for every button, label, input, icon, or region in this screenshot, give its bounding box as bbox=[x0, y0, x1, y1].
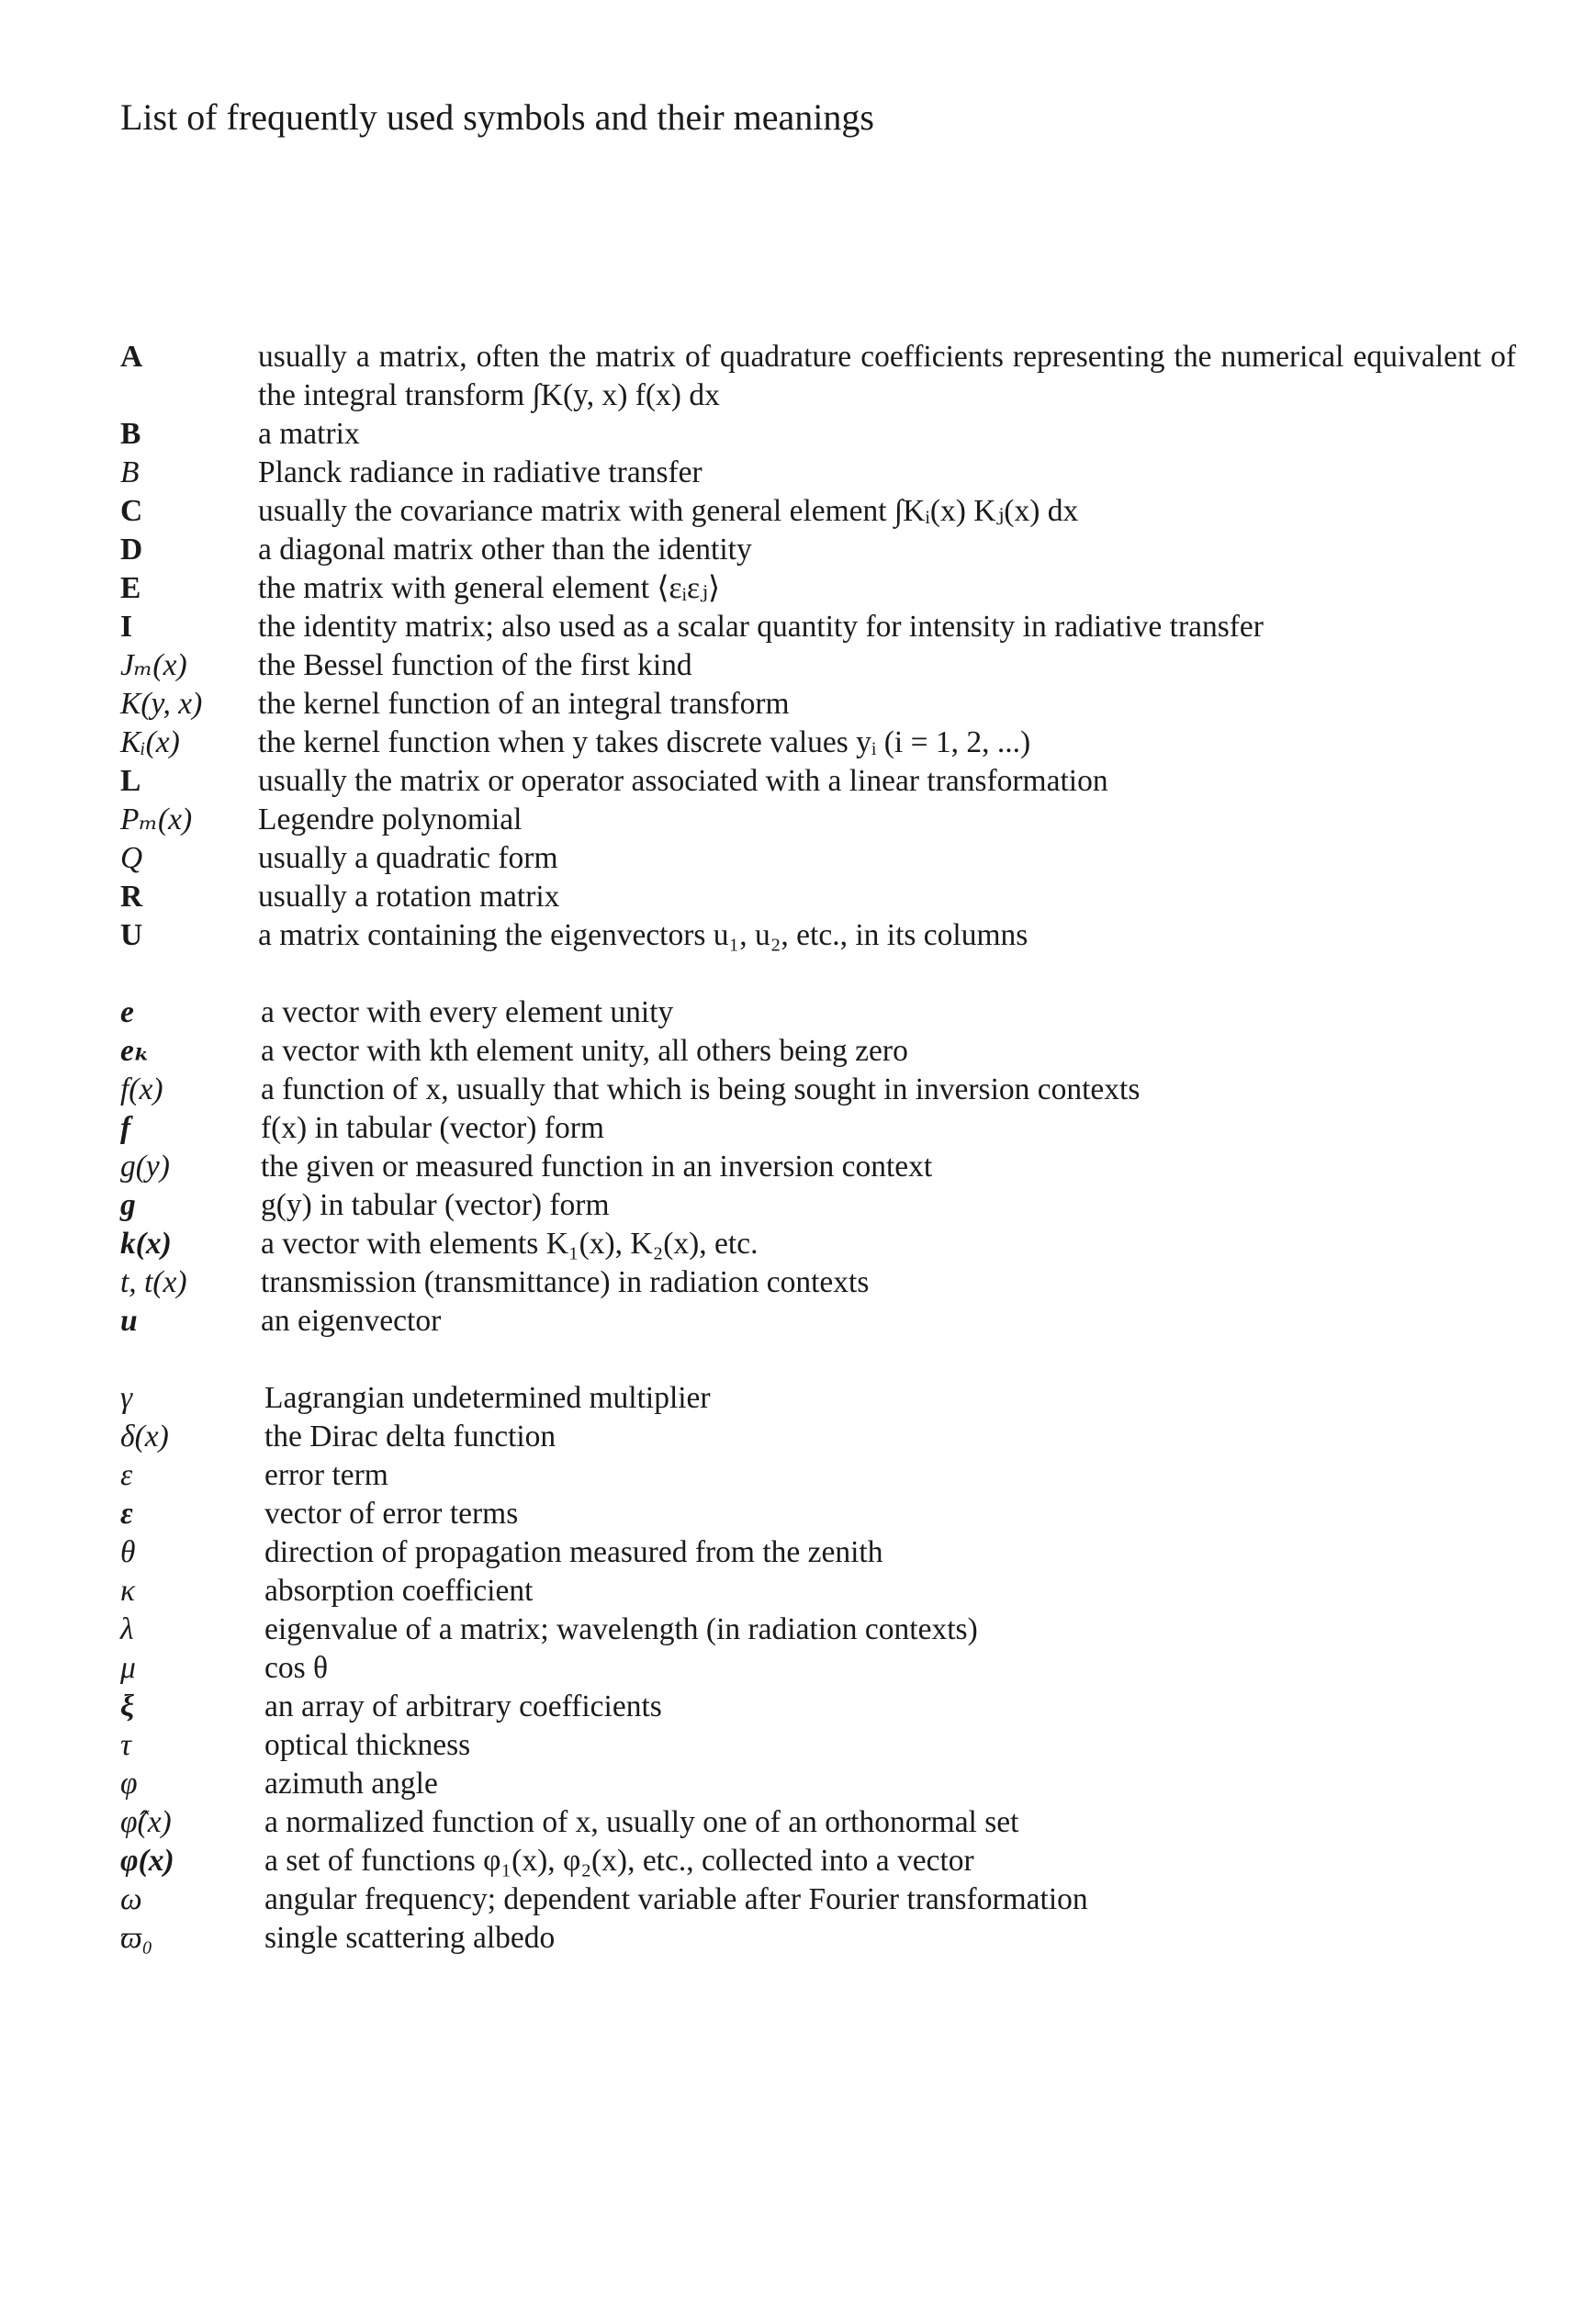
symbol-entry bbox=[120, 993, 1516, 1032]
symbol-entry bbox=[120, 878, 1516, 916]
symbol-entry bbox=[120, 646, 1516, 685]
symbol: eₖ bbox=[120, 1034, 151, 1068]
symbol: C bbox=[120, 494, 143, 528]
symbol-entry bbox=[120, 338, 1516, 415]
symbol-entry bbox=[120, 569, 1516, 608]
symbol-definition: a vector with kth element unity, all others being zero bbox=[261, 1034, 908, 1068]
symbol-entry bbox=[120, 1263, 1516, 1302]
symbol-definition: a function of x, usually that which is being sought in inversion contexts bbox=[261, 1072, 1141, 1106]
symbol-entry bbox=[120, 1803, 1516, 1842]
symbol-definition: the Dirac delta function bbox=[264, 1420, 556, 1454]
symbol-entry bbox=[120, 1225, 1516, 1263]
symbol-definition: usually the covariance matrix with general element ∫Kᵢ(x) Kⱼ(x) dx bbox=[258, 494, 1079, 528]
symbol-definition: Legendre polynomial bbox=[258, 803, 523, 836]
symbol-definition: the given or measured function in an inversion context bbox=[261, 1150, 933, 1184]
symbol-definition: a matrix bbox=[258, 417, 360, 451]
symbol: Pₘ(x) bbox=[120, 803, 193, 836]
symbol-entry bbox=[120, 801, 1516, 839]
symbol-list bbox=[120, 338, 1516, 1958]
symbol-entry bbox=[120, 1109, 1516, 1148]
symbol: f bbox=[120, 1111, 131, 1145]
page-title: List of frequently used symbols and their meanings bbox=[120, 96, 874, 138]
symbol-definition: an array of arbitrary coefficients bbox=[264, 1689, 662, 1723]
symbol-entry bbox=[120, 1495, 1516, 1533]
symbol-entry bbox=[120, 1186, 1516, 1225]
symbol-entry bbox=[120, 415, 1516, 454]
symbol-definition: g(y) in tabular (vector) form bbox=[261, 1188, 610, 1222]
symbol: I bbox=[120, 610, 133, 644]
symbol-entry bbox=[120, 1842, 1516, 1880]
symbol-entry bbox=[120, 492, 1516, 531]
symbol-definition: a matrix containing the eigenvectors u₁, u₂, etc., in its columns bbox=[258, 918, 1028, 952]
symbol-definition: absorption coefficient bbox=[264, 1574, 534, 1608]
symbol-definition: the Bessel function of the first kind bbox=[258, 648, 692, 682]
symbol: L bbox=[120, 764, 141, 798]
symbol-entry bbox=[120, 1919, 1516, 1958]
symbol-definition: azimuth angle bbox=[264, 1767, 438, 1801]
symbol-definition: an eigenvector bbox=[261, 1304, 442, 1338]
symbol-entry bbox=[120, 762, 1516, 801]
symbol-definition: usually a matrix, often the matrix of quadrature coefficients representing the numerical equivalent of the integral transform ∫K(y, x) f(x) dx bbox=[258, 340, 1516, 412]
symbol: μ bbox=[120, 1651, 136, 1685]
symbol-definition: optical thickness bbox=[264, 1728, 471, 1762]
symbol: τ bbox=[120, 1728, 131, 1762]
symbol-entry bbox=[120, 1765, 1516, 1803]
symbol: Kᵢ(x) bbox=[120, 725, 180, 759]
symbol: ε bbox=[120, 1458, 133, 1492]
symbol-definition: direction of propagation measured from the zenith bbox=[264, 1535, 883, 1569]
symbol: ϖ₀ bbox=[120, 1921, 153, 1955]
symbol-definition: Planck radiance in radiative transfer bbox=[258, 455, 702, 489]
symbol-entry bbox=[120, 608, 1516, 646]
symbol-definition: the kernel function when y takes discrete values yᵢ (i = 1, 2, ...) bbox=[258, 725, 1031, 759]
symbol: Jₘ(x) bbox=[120, 648, 187, 682]
symbol-definition: error term bbox=[264, 1458, 388, 1492]
symbol-entry bbox=[120, 724, 1516, 762]
symbol-group bbox=[120, 1379, 1516, 1958]
symbol-entry bbox=[120, 1418, 1516, 1456]
symbol-definition: a vector with every element unity bbox=[261, 995, 674, 1029]
symbol: Q bbox=[120, 841, 143, 875]
symbol-definition: f(x) in tabular (vector) form bbox=[261, 1111, 604, 1145]
symbol-definition: the identity matrix; also used as a scalar quantity for intensity in radiative transfer bbox=[258, 610, 1264, 644]
symbol-definition: a normalized function of x, usually one of an orthonormal set bbox=[264, 1805, 1019, 1839]
symbol: φ bbox=[120, 1767, 138, 1801]
symbol: U bbox=[120, 918, 143, 952]
symbol-definition: a set of functions φ₁(x), φ₂(x), etc., collected into a vector bbox=[264, 1844, 974, 1878]
symbol: δ(x) bbox=[120, 1420, 169, 1454]
symbol-entry bbox=[120, 1533, 1516, 1572]
symbol-definition: angular frequency; dependent variable after Fourier transformation bbox=[264, 1882, 1088, 1916]
symbol-definition: usually the matrix or operator associated with a linear transformation bbox=[258, 764, 1108, 798]
symbol-entry bbox=[120, 1572, 1516, 1611]
symbol: ω bbox=[120, 1882, 142, 1916]
symbol: ξ bbox=[120, 1689, 135, 1723]
symbol-entry bbox=[120, 1726, 1516, 1765]
symbol-definition: Lagrangian undetermined multiplier bbox=[264, 1381, 711, 1415]
symbol-entry bbox=[120, 1649, 1516, 1688]
symbol-entry bbox=[120, 1880, 1516, 1919]
symbol: ε bbox=[120, 1497, 133, 1531]
symbol: B bbox=[120, 455, 140, 489]
symbol-definition: eigenvalue of a matrix; wavelength (in radiation contexts) bbox=[264, 1612, 978, 1646]
symbol-definition: usually a rotation matrix bbox=[258, 880, 560, 914]
symbol: f(x) bbox=[120, 1072, 163, 1106]
symbol-entry bbox=[120, 1379, 1516, 1418]
symbol-entry bbox=[120, 1032, 1516, 1071]
symbol: θ bbox=[120, 1535, 136, 1569]
symbol-definition: a vector with elements K₁(x), K₂(x), etc. bbox=[261, 1227, 759, 1261]
symbol-definition: the matrix with general element ⟨εᵢεⱼ⟩ bbox=[258, 571, 721, 605]
symbol: φ(x) bbox=[120, 1844, 174, 1878]
symbol-entry bbox=[120, 916, 1516, 955]
symbol: E bbox=[120, 571, 141, 605]
symbol-definition: single scattering albedo bbox=[264, 1921, 556, 1955]
symbol-definition: the kernel function of an integral transform bbox=[258, 687, 790, 721]
symbol-definition: a diagonal matrix other than the identity bbox=[258, 533, 752, 567]
symbol: g(y) bbox=[120, 1150, 170, 1184]
symbol: γ bbox=[120, 1381, 133, 1415]
symbol-definition: vector of error terms bbox=[264, 1497, 519, 1531]
symbol: R bbox=[120, 880, 143, 914]
symbol: D bbox=[120, 533, 143, 567]
symbol-entry bbox=[120, 454, 1516, 492]
symbol: t, t(x) bbox=[120, 1265, 187, 1299]
symbol-entry bbox=[120, 1071, 1516, 1109]
symbol-group bbox=[120, 338, 1516, 955]
symbol: κ bbox=[120, 1574, 136, 1608]
symbol-definition: usually a quadratic form bbox=[258, 841, 558, 875]
symbol-entry bbox=[120, 685, 1516, 724]
symbol-entry bbox=[120, 1611, 1516, 1649]
symbol-entry bbox=[120, 1148, 1516, 1186]
symbol-entry bbox=[120, 1688, 1516, 1726]
symbol-definition: cos θ bbox=[264, 1651, 329, 1685]
symbol: λ bbox=[120, 1612, 134, 1646]
symbol: k(x) bbox=[120, 1227, 172, 1261]
symbol-group bbox=[120, 993, 1516, 1341]
symbol: u bbox=[120, 1304, 138, 1338]
symbol: B bbox=[120, 417, 141, 451]
symbol-definition: transmission (transmittance) in radiation contexts bbox=[261, 1265, 870, 1299]
symbol-entry bbox=[120, 1456, 1516, 1495]
symbol-entry bbox=[120, 1302, 1516, 1341]
symbol: g bbox=[120, 1188, 136, 1222]
symbol: e bbox=[120, 995, 134, 1029]
symbol-entry bbox=[120, 839, 1516, 878]
symbol: φ̂(x) bbox=[120, 1805, 172, 1839]
symbol: K(y, x) bbox=[120, 687, 203, 721]
symbol: A bbox=[120, 340, 143, 374]
symbol-entry bbox=[120, 531, 1516, 569]
